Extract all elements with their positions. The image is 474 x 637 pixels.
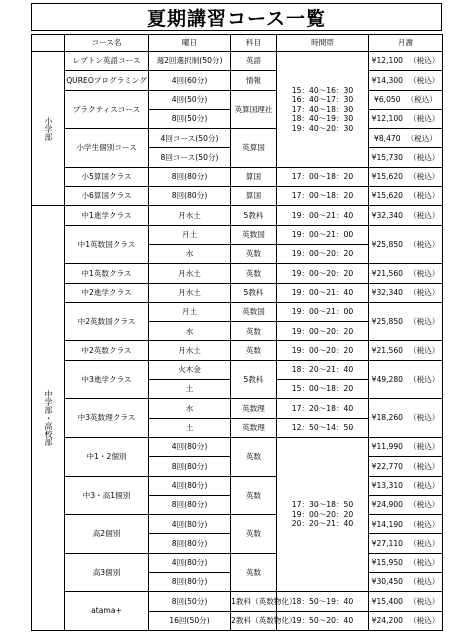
table-row	[32, 360, 443, 379]
day-cell: 水	[149, 244, 231, 263]
fee-amount: ¥22,770	[371, 461, 404, 471]
subject-cell: 英数国	[231, 302, 277, 321]
table-row	[32, 553, 443, 572]
course-name: QUREOプログラミング	[65, 71, 149, 90]
fee-amount: ¥24,900	[371, 500, 404, 510]
fee-amount: ¥15,950	[371, 558, 404, 568]
day-cell: 月水土	[149, 206, 231, 225]
day-cell: 4回(80分)	[149, 515, 231, 534]
time-cell: 19：00～20：20	[277, 244, 369, 263]
time-cell: 19：00～20：20	[277, 341, 369, 360]
day-cell: 土	[149, 380, 231, 399]
fee-cell	[369, 302, 443, 341]
tax-label: （税込）	[409, 316, 440, 326]
day-cell: 月土	[149, 225, 231, 244]
fee-cell	[369, 592, 443, 611]
table-row	[32, 225, 443, 244]
course-name: 中3・高1個別	[65, 476, 149, 515]
tax-label: （税込）	[409, 268, 440, 278]
fee-cell	[369, 148, 443, 167]
course-name: プラクティスコース	[65, 90, 149, 129]
course-name: 中1英数クラス	[65, 264, 149, 283]
subject-cell: 英算国理社	[231, 90, 277, 129]
table-row	[32, 167, 443, 186]
fee-amount: ¥15,620	[371, 172, 404, 182]
day-cell: 火木金	[149, 360, 231, 379]
fee-cell	[369, 573, 443, 592]
course-name: 中1・2個別	[65, 437, 149, 476]
fee-amount: ¥8,470	[374, 133, 401, 143]
subject-cell: 英数理	[231, 399, 277, 418]
tax-label: （税込）	[409, 596, 440, 606]
table-row	[32, 515, 443, 534]
tax-label: （税込）	[409, 538, 440, 548]
day-cell: 4回(80分)	[149, 553, 231, 572]
tax-label: （税込）	[409, 616, 440, 626]
fee-amount: ¥11,990	[371, 442, 404, 452]
day-cell: 8回(50分)	[149, 109, 231, 128]
tax-label: （税込）	[409, 413, 440, 423]
fee-cell	[369, 109, 443, 128]
course-name: 中3進学クラス	[65, 360, 149, 399]
tax-label: （税込）	[409, 442, 440, 452]
fee-amount: ¥15,400	[371, 596, 404, 606]
day-cell: 8回(80分)	[149, 167, 231, 186]
fee-cell	[369, 283, 443, 302]
fee-cell	[369, 476, 443, 495]
fee-cell	[369, 360, 443, 399]
day-cell: 4回(80分)	[149, 437, 231, 456]
time-cell: 19：00～20：20	[277, 322, 369, 341]
tax-label: （税込）	[409, 152, 440, 162]
tax-label: （税込）	[409, 577, 440, 587]
table-row	[32, 187, 443, 206]
tax-label: （税込）	[409, 75, 440, 85]
tax-label: （税込）	[409, 191, 440, 201]
fee-cell	[369, 52, 443, 71]
table-row	[32, 283, 443, 302]
time-cell: 19：00～21：40	[277, 206, 369, 225]
table-row	[32, 52, 443, 71]
day-cell: 8回(80分)	[149, 573, 231, 592]
subject-cell: 英数	[231, 322, 277, 341]
day-cell: 8回(80分)	[149, 457, 231, 476]
fee-amount: ¥15,620	[371, 191, 404, 201]
day-cell: 8回(80分)	[149, 534, 231, 553]
tax-label: （税込）	[409, 114, 440, 124]
fee-cell	[369, 225, 443, 264]
fee-cell	[369, 534, 443, 553]
fee-cell	[369, 129, 443, 148]
table-row	[32, 592, 443, 611]
fee-cell	[369, 457, 443, 476]
subject-cell: 算国	[231, 167, 277, 186]
fee-cell	[369, 515, 443, 534]
day-cell: 月水土	[149, 341, 231, 360]
header-day: 曜日	[149, 35, 231, 52]
time-cell: 17：00～18：20	[277, 167, 369, 186]
tax-label: （税込）	[409, 461, 440, 471]
subject-cell: 5教科	[231, 206, 277, 225]
fee-cell	[369, 553, 443, 572]
day-cell: 8回コース(50分)	[149, 148, 231, 167]
course-name: 中2英数クラス	[65, 341, 149, 360]
fee-amount: ¥49,280	[371, 374, 404, 384]
header-fee: 月謝	[369, 35, 443, 52]
course-schedule-table	[31, 34, 443, 631]
course-name: 中2進学クラス	[65, 283, 149, 302]
tax-label: （税込）	[409, 345, 440, 355]
time-cell: 18：20～21：40	[277, 360, 369, 379]
fee-cell	[369, 341, 443, 360]
day-cell: 4回(80分)	[149, 476, 231, 495]
fee-amount: ¥6,050	[374, 95, 401, 104]
day-cell: 月水土	[149, 264, 231, 283]
time-cell: 19：00～21：40	[277, 283, 369, 302]
table-row	[32, 90, 443, 109]
subject-cell: 英数	[231, 476, 277, 515]
fee-amount: ¥12,100	[371, 114, 404, 124]
day-cell: 16回(50分)	[149, 611, 231, 630]
time-cell: 15：40～16：30 16：40～17：30 17：40～18：30 18：40～19：30 19：40～20：30	[277, 52, 369, 168]
subject-cell: 情報	[231, 71, 277, 90]
course-name: 小学生個別コース	[65, 129, 149, 168]
day-cell: 土	[149, 418, 231, 437]
fee-amount: ¥25,850	[371, 239, 404, 249]
day-cell: 月水土	[149, 283, 231, 302]
table-row	[32, 264, 443, 283]
page-title: 夏期講習コース一覧	[31, 3, 442, 31]
subject-cell: 1教科（英数物化）	[231, 592, 277, 611]
day-cell: 4回(60分)	[149, 71, 231, 90]
time-cell: 17：20～18：40	[277, 399, 369, 418]
fee-amount: ¥32,340	[371, 210, 404, 220]
fee-cell	[369, 437, 443, 456]
tax-label: （税込）	[409, 519, 440, 529]
subject-cell: 算国	[231, 187, 277, 206]
subject-cell: 英算国	[231, 129, 277, 168]
tax-label: （税込）	[409, 56, 440, 66]
fee-amount: ¥32,340	[371, 287, 404, 297]
table-row	[32, 71, 443, 90]
fee-amount: ¥18,260	[371, 413, 404, 423]
course-name: 中3英数理クラス	[65, 399, 149, 438]
tax-label: （税込）	[409, 500, 440, 510]
course-name: 中1進学クラス	[65, 206, 149, 225]
day-cell: 水	[149, 322, 231, 341]
fee-amount: ¥13,310	[371, 480, 404, 490]
time-cell: 18：50～19：40	[277, 592, 369, 611]
course-name: レプトン英語コース	[65, 52, 149, 71]
fee-amount: ¥15,730	[371, 152, 404, 162]
course-name: 中2英数国クラス	[65, 302, 149, 341]
fee-cell	[369, 399, 443, 438]
fee-amount: ¥24,200	[371, 616, 404, 626]
subject-cell: 英数	[231, 341, 277, 360]
subject-cell: 2教科（英数物化）	[231, 611, 277, 630]
day-cell: 週2回選択制(50分)	[149, 52, 231, 71]
course-name: 高2個別	[65, 515, 149, 554]
table-row	[32, 302, 443, 321]
header-row	[32, 35, 443, 52]
tax-label: （税込）	[406, 95, 437, 104]
course-name: 中1英数国クラス	[65, 225, 149, 264]
tax-label: （税込）	[409, 239, 440, 249]
subject-cell: 英数	[231, 553, 277, 592]
fee-cell	[369, 71, 443, 90]
fee-amount: ¥14,190	[371, 519, 404, 529]
time-cell: 19：00～21：00	[277, 225, 369, 244]
subject-cell: 英数	[231, 515, 277, 554]
time-cell: 12：50～14：50	[277, 418, 369, 437]
day-cell: 8回(80分)	[149, 495, 231, 514]
course-name: 高3個別	[65, 553, 149, 592]
day-cell: 水	[149, 399, 231, 418]
time-cell: 19：00～21：00	[277, 302, 369, 321]
course-name: 小6算国クラス	[65, 187, 149, 206]
header-course: コース名	[65, 35, 149, 52]
fee-amount: ¥21,560	[371, 345, 404, 355]
subject-cell: 5教科	[231, 360, 277, 399]
fee-cell	[369, 90, 443, 109]
fee-amount: ¥27,110	[371, 538, 404, 548]
tax-label: （税込）	[406, 133, 437, 143]
fee-cell	[369, 495, 443, 514]
time-cell: 17：00～18：20	[277, 187, 369, 206]
table-row	[32, 399, 443, 418]
tax-label: （税込）	[409, 287, 440, 297]
time-cell: 19：50～20：40	[277, 611, 369, 630]
table-row	[32, 437, 443, 456]
section-label-elementary: 小学部	[32, 52, 65, 206]
subject-cell: 英数	[231, 244, 277, 263]
fee-amount: ¥21,560	[371, 268, 404, 278]
fee-cell	[369, 611, 443, 630]
course-name: atama+	[65, 592, 149, 631]
time-cell: 17：30～18：50 19：00～20：20 20：20～21：40	[277, 437, 369, 591]
table-row	[32, 341, 443, 360]
subject-cell: 5教科	[231, 283, 277, 302]
table-row	[32, 476, 443, 495]
subject-cell: 英数国	[231, 225, 277, 244]
day-cell: 8回(50分)	[149, 592, 231, 611]
tax-label: （税込）	[409, 480, 440, 490]
fee-cell	[369, 167, 443, 186]
tax-label: （税込）	[409, 210, 440, 220]
fee-cell	[369, 264, 443, 283]
header-blank	[32, 35, 65, 52]
subject-cell: 英語	[231, 52, 277, 71]
header-time: 時間帯	[277, 35, 369, 52]
course-name: 小5算国クラス	[65, 167, 149, 186]
fee-amount: ¥14,300	[371, 75, 404, 85]
tax-label: （税込）	[409, 172, 440, 182]
day-cell: 8回(80分)	[149, 187, 231, 206]
fee-amount: ¥25,850	[371, 316, 404, 326]
subject-cell: 英数	[231, 437, 277, 476]
tax-label: （税込）	[409, 374, 440, 384]
section-label-middle-high: 中学部・高校部	[32, 206, 65, 631]
time-cell: 15：00～18：20	[277, 380, 369, 399]
fee-cell	[369, 187, 443, 206]
subject-cell: 英数理	[231, 418, 277, 437]
subject-cell: 英数	[231, 264, 277, 283]
day-cell: 4回(50分)	[149, 90, 231, 109]
fee-cell	[369, 206, 443, 225]
tax-label: （税込）	[409, 558, 440, 568]
fee-amount: ¥12,100	[371, 56, 404, 66]
header-subject: 科目	[231, 35, 277, 52]
day-cell: 4回コース(50分)	[149, 129, 231, 148]
fee-amount: ¥30,450	[371, 577, 404, 587]
table-row	[32, 206, 443, 225]
table-row	[32, 129, 443, 148]
day-cell: 月土	[149, 302, 231, 321]
time-cell: 19：00～20：20	[277, 264, 369, 283]
